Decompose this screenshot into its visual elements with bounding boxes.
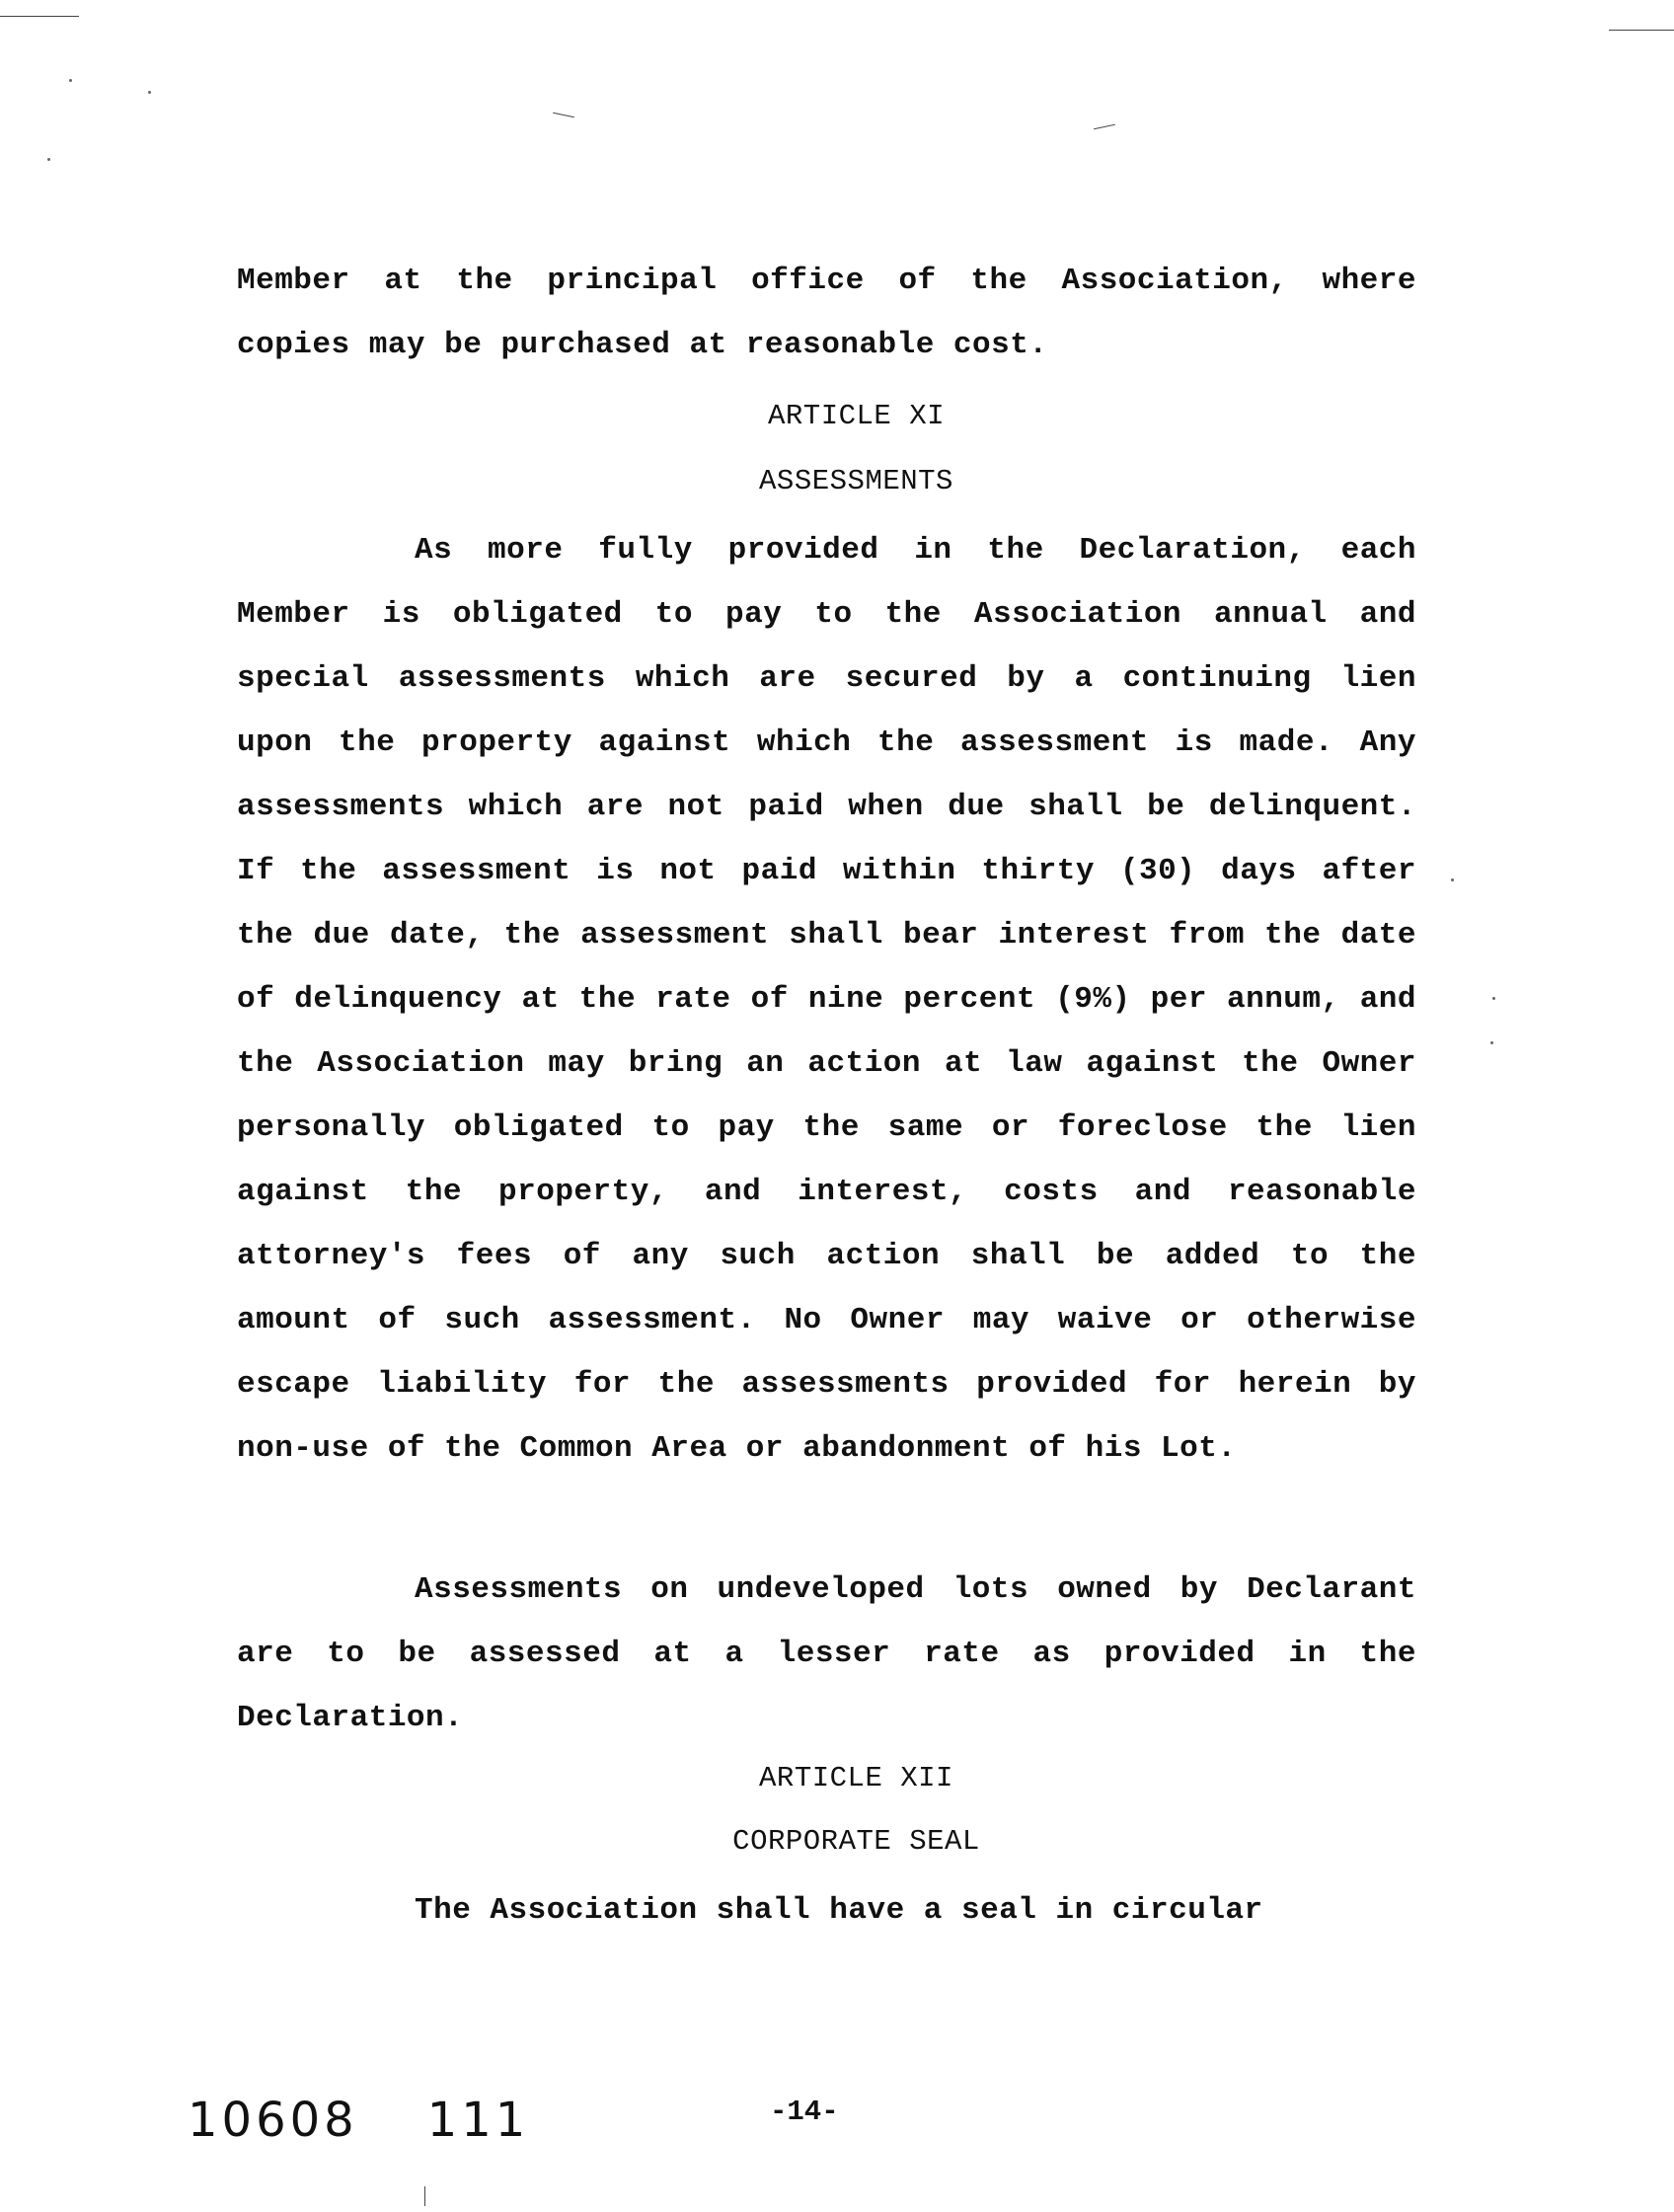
recording-book-number: 10608	[188, 2093, 358, 2148]
article-xii-title: CORPORATE SEAL	[732, 1825, 980, 1858]
scan-speck	[69, 79, 72, 82]
scan-speck	[1451, 878, 1454, 881]
recording-stamp	[188, 2091, 529, 2150]
page-number: -14-	[770, 2096, 839, 2128]
article-xi-title: ASSESSMENTS	[759, 465, 953, 497]
scan-mark	[424, 2186, 425, 2206]
scan-line-top-left	[0, 16, 79, 17]
scan-mark	[553, 113, 574, 118]
scan-line-top-right	[1609, 30, 1674, 31]
scan-speck	[1490, 1041, 1493, 1044]
recording-page-number: 111	[426, 2093, 530, 2148]
scan-speck	[47, 158, 50, 161]
assessments-paragraph-1: As more fully provided in the Declaration, each Member is obligated to pay to the Association annual and special assessments which are secured by a continuing lien upon the property against which the assessment is made. Any assessments which are not paid when due shall be delinquent. If the assessment is not paid within thirty (30) days after the due date, the assessment shall bear interest from the date of delinquency at the rate of nine percent (9%) per annum, and the Association may bring an action at law against the Owner personally obligated to pay the same or foreclose the lien against the property, and interest, costs and reasonable attorney's fees of any such action shall be added to the amount of such assessment. No Owner may waive or otherwise escape liability for the assessments provided for herein by non-use of the Common Area or abandonment of his Lot.	[237, 533, 1416, 1466]
continuation-paragraph: Member at the principal office of the Association, where copies may be purchased at reasonable cost.	[237, 264, 1416, 362]
corporate-seal-paragraph-1: The Association shall have a seal in circular	[415, 1893, 1263, 1928]
article-xi-number: ARTICLE XI	[767, 400, 946, 432]
scan-mark	[1094, 124, 1115, 130]
scan-speck	[1492, 997, 1495, 1000]
scan-speck	[148, 91, 151, 94]
article-xii-number: ARTICLE XII	[759, 1762, 953, 1794]
assessments-paragraph-2: Assessments on undeveloped lots owned by Declarant are to be assessed at a lesser rate as provided in the Declaration.	[237, 1572, 1416, 1735]
